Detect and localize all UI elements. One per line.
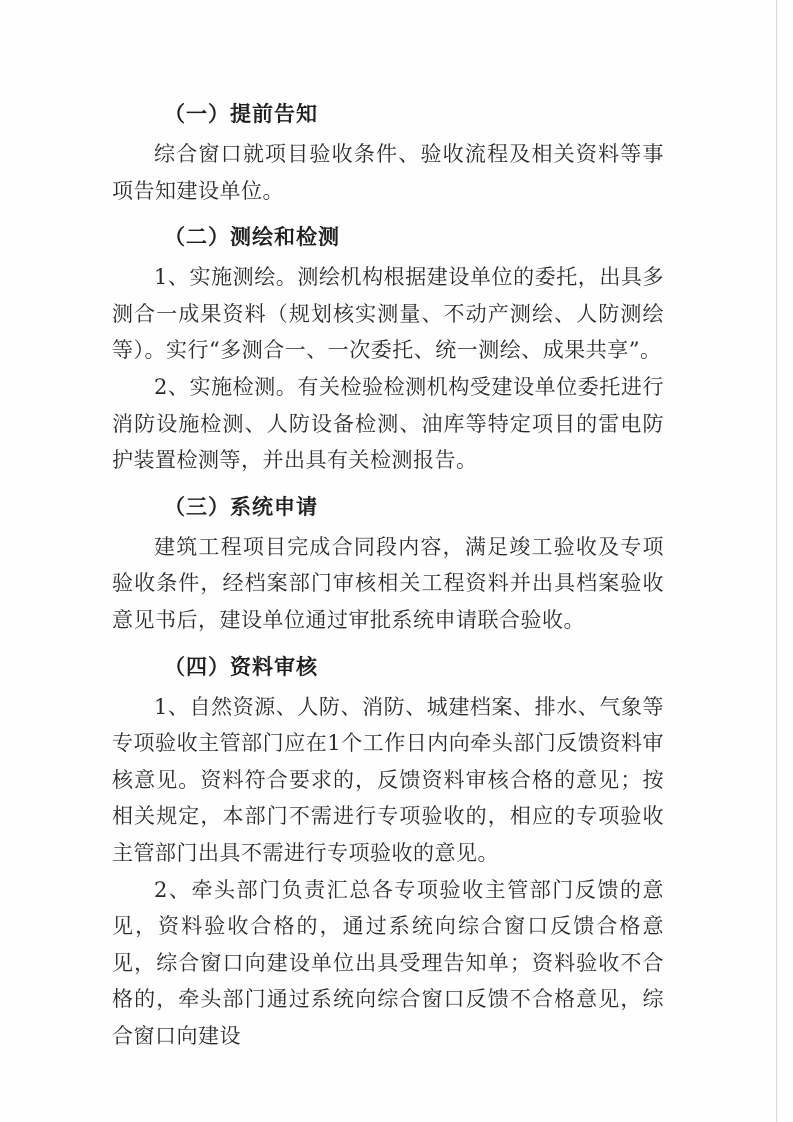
section-heading-4: （四）资料审核 <box>164 654 318 679</box>
section-3-paragraph-1: 建筑工程项目完成合同段内容，满足竣工验收及专项验收条件，经档案部门审核相关工程资料并出具档案验收意见书后，建设单位通过审批系统申请联合验收。 <box>112 534 664 632</box>
section-1-paragraph-1: 综合窗口就项目验收条件、验收流程及相关资料等事项告知建设单位。 <box>112 142 664 203</box>
page-edge-line <box>776 0 777 1122</box>
document-body <box>112 92 664 1054</box>
section-4-paragraph-1: 1、自然资源、人防、消防、城建档案、排水、气象等专项验收主管部门应在1个工作日内向牵头部门反馈资料审核意见。资料符合要求的，反馈资料审核合格的意见；按相关规定，本部门不需进行专项验收的，相应的专项验收主管部门出具不需进行专项验收的意见。 <box>112 694 664 865</box>
section-2-paragraph-2: 2、实施检测。有关检验检测机构受建设单位委托进行消防设施检测、人防设备检测、油库等特定项目的雷电防护装置检测等，并出具有关检测报告。 <box>112 374 664 473</box>
section-2-paragraph-1: 1、实施测绘。测绘机构根据建设单位的委托，出具多测合一成果资料（规划核实测量、不动产测绘、人防测绘等）。实行“多测合一、一次委托、统一测绘、成果共享”。 <box>112 265 664 363</box>
section-heading-3: （三）系统申请 <box>164 494 318 519</box>
section-heading-1: （一）提前告知 <box>164 102 318 126</box>
section-heading-2: （二）测绘和检测 <box>164 225 340 250</box>
section-4-paragraph-2: 2、牵头部门负责汇总各专项验收主管部门反馈的意见，资料验收合格的，通过系统向综合窗口反馈合格意见，综合窗口向建设单位出具受理告知单；资料验收不合格的，牵头部门通过系统向综合窗口反馈不合格意见，综合窗口向建设 <box>112 877 664 1048</box>
